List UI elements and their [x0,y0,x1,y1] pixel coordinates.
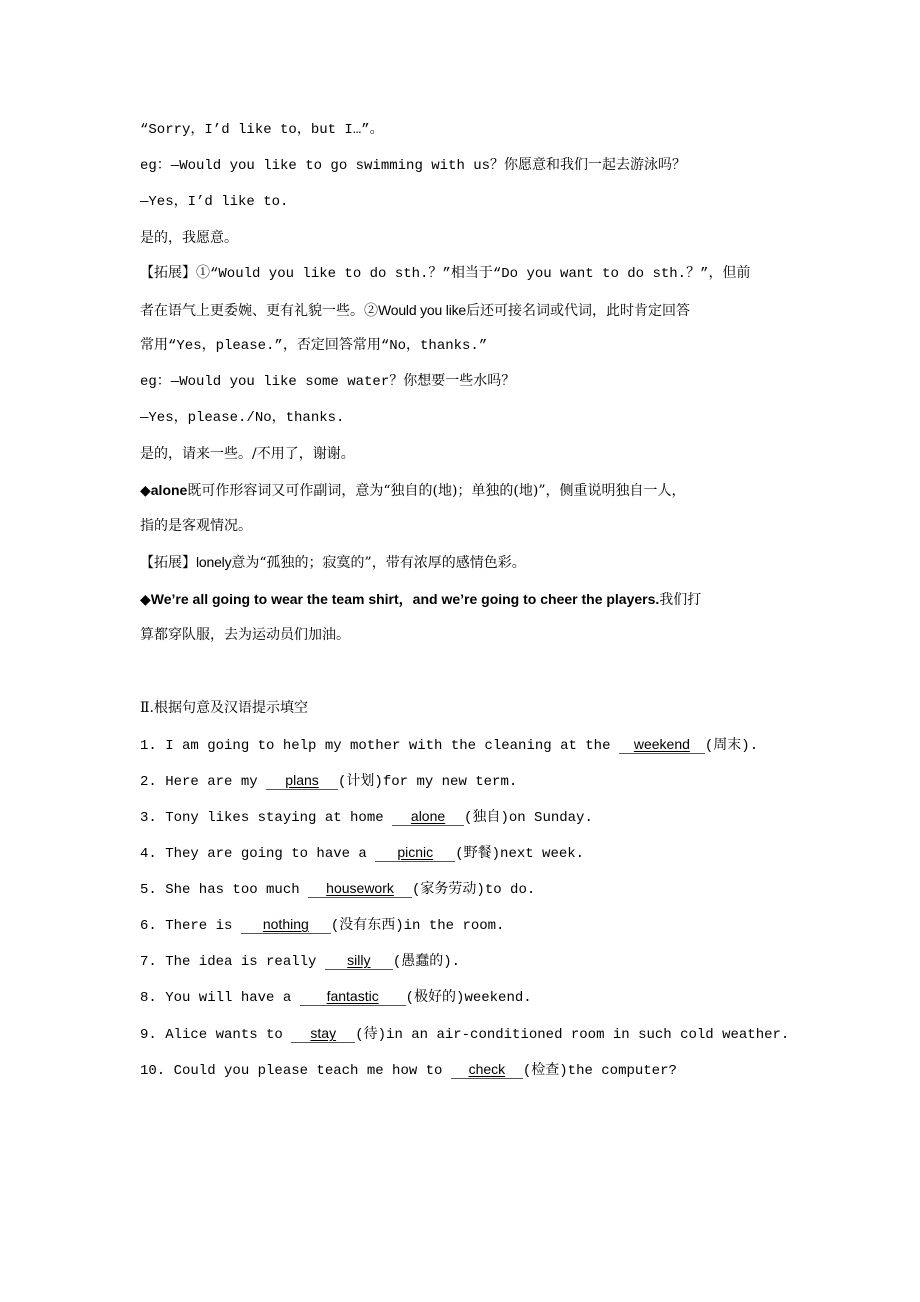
exercise-item: 5. She has too much housework (家务劳动)to do. [140,880,536,898]
alone-note-cont: 指的是客观情况。 [140,518,252,534]
exercise-item: 8. You will have a fantastic (极好的)weekend. [140,988,532,1006]
answer-blank[interactable]: plans [266,771,338,791]
key-sentence: ◆We’re all going to wear the team shirt，and we’re going to cheer the players.我们打 [140,591,702,608]
exercise-item: 9. Alice wants to stay (待)in an air-conditioned room in such cold weather. [140,1025,790,1043]
alone-note: ◆alone既可作形容词又可作副词，意为“独自的(地)；单独的(地)”，侧重说明独自一人， [140,482,686,499]
answer-blank[interactable]: housework [308,879,412,899]
exercise-title: Ⅱ.根据句意及汉语提示填空 [140,700,308,716]
exercise-item: 1. I am going to help my mother with the cleaning at the weekend (周末). [140,736,759,754]
example-question: eg：—Would you like some water？你想要一些水吗？ [140,374,516,390]
example-answer: —Yes，I’d like to. [140,194,289,210]
answer-blank[interactable]: fantastic [300,987,406,1007]
exercise-item: 7. The idea is really silly (愚蠢的). [140,952,461,970]
example-translation: 是的，请来一些。/不用了，谢谢。 [140,446,355,462]
exercise-item: 2. Here are my plans (计划)for my new term. [140,772,518,790]
exercise-item: 10. Could you please teach me how to check (检查)the computer? [140,1061,677,1079]
example-question: eg：—Would you like to go swimming with us？你愿意和我们一起去游泳吗？ [140,158,687,174]
answer-blank[interactable]: weekend [619,735,705,755]
example-translation: 是的，我愿意。 [140,230,238,246]
answer-blank[interactable]: silly [325,951,393,971]
key-sentence-translation: 算都穿队服，去为运动员们加油。 [140,627,350,643]
answer-blank[interactable]: stay [291,1024,355,1044]
extension-note-cont: 者在语气上更委婉、更有礼貌一些。②Would you like后还可接名词或代词，此时肯定回答 [140,302,690,319]
answer-blank[interactable]: alone [392,807,464,827]
note-line: “Sorry，I’d like to，but I…”。 [140,122,384,138]
exercise-item: 4. They are going to have a picnic (野餐)next week. [140,844,585,862]
answer-blank[interactable]: nothing [241,915,331,935]
answer-blank[interactable]: check [451,1060,523,1080]
exercise-item: 6. There is nothing (没有东西)in the room. [140,916,505,934]
exercise-item: 3. Tony likes staying at home alone (独自)on Sunday. [140,808,593,826]
extension-note-cont: 常用“Yes，please.”，否定回答常用“No，thanks.” [140,338,488,354]
example-answer: —Yes，please./No，thanks. [140,410,345,426]
answer-blank[interactable]: picnic [375,843,455,863]
lonely-note: 【拓展】lonely意为“孤独的；寂寞的”，带有浓厚的感情色彩。 [140,554,526,571]
extension-note: 【拓展】①“Would you like to do sth.？”相当于“Do you want to do sth.？”，但前 [140,266,751,282]
